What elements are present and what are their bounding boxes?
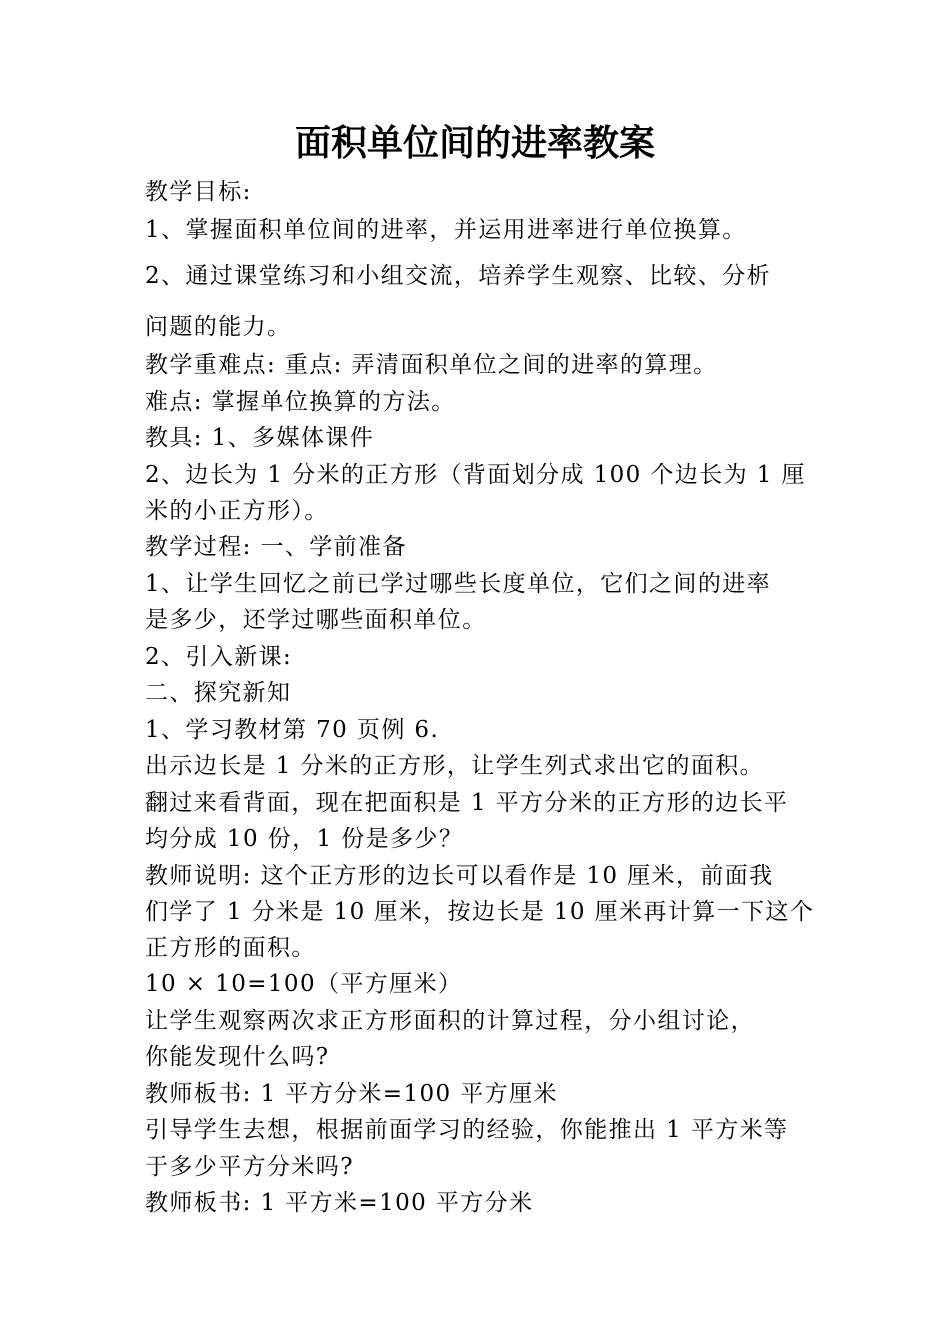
text-line: 问题的能力。 [145,314,292,340]
document-title: 面积单位间的进率教案 [294,122,655,164]
text-line: 出示边长是 1 分米的正方形，让学生列式求出它的面积。 [145,753,765,779]
text-line: 教学过程: 一、学前准备 [145,534,407,560]
text-line: 1、学习教材第 70 页例 6. [145,717,440,743]
text-line: 均分成 10 份，1 份是多少？ [145,826,464,852]
text-line: 教师板书: 1 平方分米=100 平方厘米 [145,1081,558,1107]
text-line: 们学了 1 分米是 10 厘米，按边长是 10 厘米再计算一下这个 [145,899,815,925]
text-line: 你能发现什么吗? [145,1044,330,1070]
text-line: 1、掌握面积单位间的进率，并运用进率进行单位换算。 [145,217,747,243]
text-line: 2、边长为 1 分米的正方形（背面划分成 100 个边长为 1 厘 [145,462,806,488]
text-line: 让学生观察两次求正方形面积的计算过程，分小组讨论， [145,1008,755,1034]
text-line: 10 × 10=100（平方厘米） [145,971,463,997]
text-line: 1、让学生回忆之前已学过哪些长度单位，它们之间的进率 [145,571,772,597]
text-line: 于多少平方分米吗? [145,1154,354,1180]
text-line: 2、通过课堂练习和小组交流，培养学生观察、比较、分析 [145,263,772,289]
text-line: 教师说明: 这个正方形的边长可以看作是 10 厘米，前面我 [145,863,774,889]
text-line: 教学目标: [145,179,252,205]
text-line: 2、引入新课: [145,644,293,670]
text-line: 米的小正方形）。 [145,498,329,524]
text-line: 难点: 掌握单位换算的方法。 [145,389,456,415]
text-line: 是多少，还学过哪些面积单位。 [145,607,487,633]
text-line: 教具: 1、多媒体课件 [145,425,375,451]
text-line: 引导学生去想，根据前面学习的经验，你能推出 1 平方米等 [145,1117,789,1143]
text-line: 教师板书: 1 平方米=100 平方分米 [145,1190,534,1216]
text-line: 翻过来看背面，现在把面积是 1 平方分米的正方形的边长平 [145,790,789,816]
text-line: 教学重难点: 重点: 弄清面积单位之间的进率的算理。 [145,352,718,378]
text-line: 二、探究新知 [145,680,292,706]
text-line: 正方形的面积。 [145,935,316,961]
